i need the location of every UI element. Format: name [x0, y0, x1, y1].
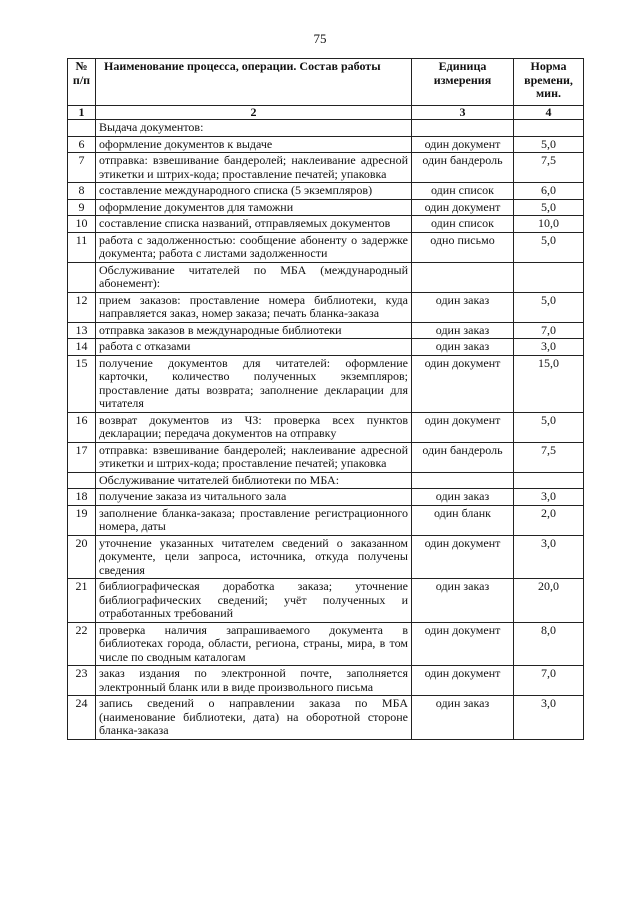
row-unit: один бланк — [412, 505, 514, 535]
row-number: 23 — [68, 666, 96, 696]
row-norm: 8,0 — [514, 622, 584, 666]
row-unit: один бандероль — [412, 153, 514, 183]
header-unit: Единица измерения — [412, 59, 514, 106]
table-row — [68, 622, 584, 666]
table-row — [68, 322, 584, 339]
row-description: уточнение указанных читателем сведений о заказанном документе, цели запроса, источника, откуда получены сведения — [96, 535, 412, 579]
section-row — [68, 472, 584, 489]
time-norms-table — [67, 58, 584, 740]
row-unit: один заказ — [412, 339, 514, 356]
row-norm: 7,0 — [514, 666, 584, 696]
row-description: получение документов для читателей: оформление карточки, количество полученных экземпляров; проставление даты возврата; заполнение декларации для читателя — [96, 355, 412, 412]
page-number: 75 — [313, 31, 327, 46]
row-description: запись сведений о направлении заказа по МБА (наименование библиотеки, дата) на оборотной стороне бланка-заказа — [96, 696, 412, 740]
table-row — [68, 216, 584, 233]
row-number — [68, 472, 96, 489]
row-description: Обслуживание читателей библиотеки по МБА: — [96, 472, 412, 489]
table-row — [68, 153, 584, 183]
row-number: 14 — [68, 339, 96, 356]
row-number: 15 — [68, 355, 96, 412]
table-row — [68, 442, 584, 472]
row-norm: 20,0 — [514, 579, 584, 623]
row-norm — [514, 262, 584, 292]
row-number: 10 — [68, 216, 96, 233]
row-description: оформление документов к выдаче — [96, 136, 412, 153]
row-number: 18 — [68, 489, 96, 506]
col-number-2: 2 — [96, 106, 412, 120]
col-number-1: 1 — [68, 106, 96, 120]
header-num: № п/п — [68, 59, 96, 106]
row-unit: один бандероль — [412, 442, 514, 472]
row-description: работа с отказами — [96, 339, 412, 356]
row-unit: один заказ — [412, 579, 514, 623]
row-norm: 6,0 — [514, 183, 584, 200]
row-number: 21 — [68, 579, 96, 623]
row-description: составление списка названий, отправляемых документов — [96, 216, 412, 233]
row-unit: один документ — [412, 199, 514, 216]
row-description: оформление документов для таможни — [96, 199, 412, 216]
table-row — [68, 355, 584, 412]
row-norm: 5,0 — [514, 232, 584, 262]
row-norm — [514, 472, 584, 489]
table-row — [68, 489, 584, 506]
row-number: 16 — [68, 412, 96, 442]
row-unit: один документ — [412, 412, 514, 442]
row-unit: один список — [412, 183, 514, 200]
table-row — [68, 412, 584, 442]
row-description: заказ издания по электронной почте, заполняется электронный бланк или в виде произвольного письма — [96, 666, 412, 696]
row-description: отправка: взвешивание бандеролей; наклеивание адресной этикетки и штрих-кода; проставление печатей; упаковка — [96, 442, 412, 472]
table-row — [68, 339, 584, 356]
row-norm: 7,5 — [514, 153, 584, 183]
table-header-row — [68, 59, 584, 106]
table-row — [68, 199, 584, 216]
row-unit: одно письмо — [412, 232, 514, 262]
row-unit: один документ — [412, 355, 514, 412]
col-number-3: 3 — [412, 106, 514, 120]
header-norm: Норма времени, мин. — [514, 59, 584, 106]
row-unit: один заказ — [412, 489, 514, 506]
table-row — [68, 579, 584, 623]
row-norm: 3,0 — [514, 535, 584, 579]
row-number — [68, 262, 96, 292]
row-norm: 7,0 — [514, 322, 584, 339]
row-norm: 10,0 — [514, 216, 584, 233]
row-norm: 2,0 — [514, 505, 584, 535]
table-row — [68, 696, 584, 740]
row-unit: один список — [412, 216, 514, 233]
row-unit: один заказ — [412, 322, 514, 339]
column-number-row — [68, 106, 584, 120]
row-description: Выдача документов: — [96, 120, 412, 137]
row-number: 12 — [68, 292, 96, 322]
table-row — [68, 666, 584, 696]
row-norm — [514, 120, 584, 137]
row-norm: 15,0 — [514, 355, 584, 412]
row-description: библиографическая доработка заказа; уточнение библиографических сведений; учёт полученных и отработанных требований — [96, 579, 412, 623]
table-row — [68, 505, 584, 535]
header-name: Наименование процесса, операции. Состав работы — [96, 59, 412, 106]
row-number: 17 — [68, 442, 96, 472]
row-unit: один документ — [412, 666, 514, 696]
row-norm: 5,0 — [514, 412, 584, 442]
row-description: составление международного списка (5 экземпляров) — [96, 183, 412, 200]
row-unit: один документ — [412, 136, 514, 153]
row-number: 19 — [68, 505, 96, 535]
table-row — [68, 183, 584, 200]
table-row — [68, 292, 584, 322]
table-row — [68, 136, 584, 153]
row-description: отправка заказов в международные библиотеки — [96, 322, 412, 339]
row-number — [68, 120, 96, 137]
row-description: проверка наличия запрашиваемого документа в библиотеках города, области, региона, страны, мира, в том числе по сводным каталогам — [96, 622, 412, 666]
row-description: получение заказа из читального зала — [96, 489, 412, 506]
row-norm: 5,0 — [514, 199, 584, 216]
row-number: 13 — [68, 322, 96, 339]
row-number: 6 — [68, 136, 96, 153]
row-description: прием заказов: проставление номера библиотеки, куда направляется заказ, номер заказа; печать бланка-заказа — [96, 292, 412, 322]
row-description: работа с задолженностью: сообщение абоненту о задержке документа; работа с листами задолженности — [96, 232, 412, 262]
row-number: 11 — [68, 232, 96, 262]
row-number: 9 — [68, 199, 96, 216]
row-unit: один заказ — [412, 696, 514, 740]
row-norm: 5,0 — [514, 136, 584, 153]
row-norm: 3,0 — [514, 339, 584, 356]
table-row — [68, 232, 584, 262]
row-number: 22 — [68, 622, 96, 666]
row-unit: один заказ — [412, 292, 514, 322]
row-norm: 3,0 — [514, 696, 584, 740]
row-norm: 5,0 — [514, 292, 584, 322]
row-description: отправка: взвешивание бандеролей; наклеивание адресной этикетки и штрих-кода; проставление печатей; упаковка — [96, 153, 412, 183]
row-norm: 3,0 — [514, 489, 584, 506]
row-description: заполнение бланка-заказа; проставление регистрационного номера, даты — [96, 505, 412, 535]
row-description: возврат документов из ЧЗ: проверка всех пунктов декларации; передача документов на отправку — [96, 412, 412, 442]
col-number-4: 4 — [514, 106, 584, 120]
row-unit: один документ — [412, 535, 514, 579]
row-unit — [412, 262, 514, 292]
table-row — [68, 535, 584, 579]
row-unit — [412, 472, 514, 489]
table-body — [68, 120, 584, 740]
row-unit: один документ — [412, 622, 514, 666]
row-norm: 7,5 — [514, 442, 584, 472]
section-row — [68, 262, 584, 292]
row-number: 7 — [68, 153, 96, 183]
row-number: 8 — [68, 183, 96, 200]
section-row — [68, 120, 584, 137]
row-number: 24 — [68, 696, 96, 740]
row-description: Обслуживание читателей по МБА (международный абонемент): — [96, 262, 412, 292]
row-number: 20 — [68, 535, 96, 579]
row-unit — [412, 120, 514, 137]
